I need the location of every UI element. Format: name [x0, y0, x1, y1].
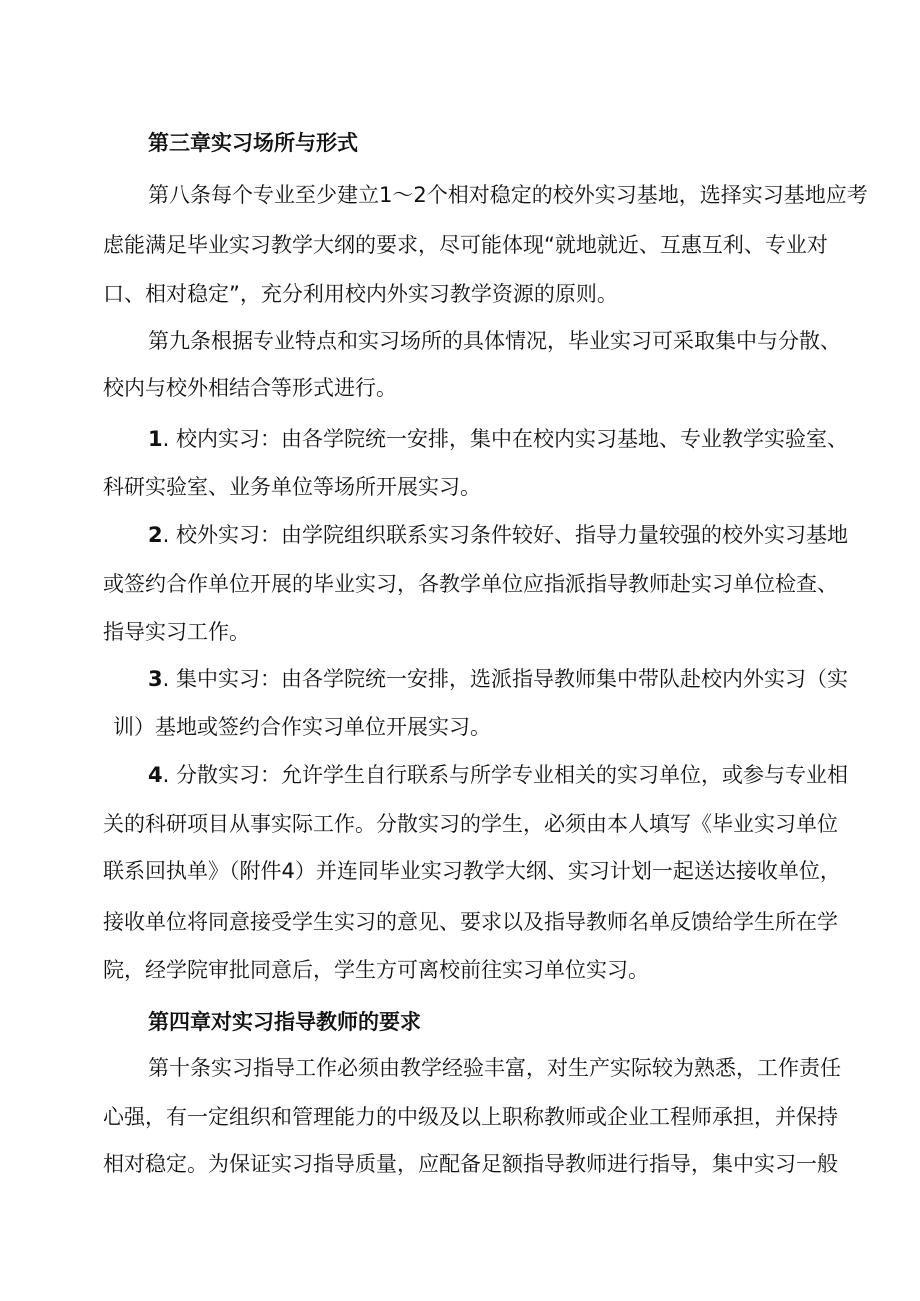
item-1-line-2: 科研实验室、业务单位等场所开展实习。 [103, 475, 481, 499]
item-3-text: . 集中实习：由各学院统一安排，选派指导教师集中带队赴校内外实习（实 [162, 667, 848, 691]
item-2-text: . 校外实习：由学院组织联系实习条件较好、指导力量较强的校外实习基地 [162, 523, 848, 547]
item-2-number: 2 [148, 523, 163, 547]
item-4-line-1 [148, 760, 848, 790]
item-1-number: 1 [148, 427, 163, 451]
article-10-line-3: 相对稳定。为保证实习指导质量，应配备足额指导教师进行指导，集中实习一般 [103, 1152, 838, 1176]
article-9-line-1: 第九条根据专业特点和实习场所的具体情况，毕业实习可采取集中与分散、 [148, 329, 841, 353]
chapter-3-heading: 第三章实习场所与形式 [148, 131, 358, 155]
article-10-line-1: 第十条实习指导工作必须由教学经验丰富，对生产实际较为熟悉，工作责任 [148, 1056, 841, 1080]
item-4-number: 4 [148, 763, 163, 787]
item-2-line-3: 指导实习工作。 [103, 620, 250, 644]
item-4-line-2: 关的科研项目从事实际工作。分散实习的学生，必须由本人填写《毕业实习单位 [103, 812, 838, 836]
item-1-line-1 [148, 424, 848, 454]
item-3-line-1 [148, 664, 848, 694]
article-10-line-2: 心强，有一定组织和管理能力的中级及以上职称教师或企业工程师承担，并保持 [103, 1105, 838, 1129]
item-1-text: . 校内实习：由各学院统一安排，集中在校内实习基地、专业教学实验室、 [162, 427, 848, 451]
article-9-line-2: 校内与校外相结合等形式进行。 [103, 376, 397, 400]
chapter-4-heading: 第四章对实习指导教师的要求 [148, 1010, 421, 1034]
item-4-line-3: 联系回执单》（附件4）并连同毕业实习教学大纲、实习计划一起送达接收单位， [103, 859, 841, 883]
item-4-line-4: 接收单位将同意接受学生实习的意见、要求以及指导教师名单反馈给学生所在学 [103, 910, 838, 934]
item-2-line-2: 或签约合作单位开展的毕业实习，各教学单位应指派指导教师赴实习单位检查、 [103, 572, 838, 596]
item-4-text: . 分散实习：允许学生自行联系与所学专业相关的实习单位，或参与专业相 [162, 763, 848, 787]
item-2-line-1 [148, 520, 848, 550]
item-4-line-5: 院，经学院审批同意后，学生方可离校前往实习单位实习。 [103, 958, 649, 982]
item-3-number: 3 [148, 667, 163, 691]
article-8-line-2: 虑能满足毕业实习教学大纲的要求，尽可能体现“就地就近、互惠互利、专业对 [103, 233, 828, 257]
article-8-line-3: 口、相对稳定”，充分利用校内外实习教学资源的原则。 [103, 282, 618, 306]
article-8-line-1: 第八条每个专业至少建立1～2个相对稳定的校外实习基地，选择实习基地应考 [148, 183, 868, 207]
item-3-line-2: 训）基地或签约合作实习单位开展实习。 [113, 715, 491, 739]
